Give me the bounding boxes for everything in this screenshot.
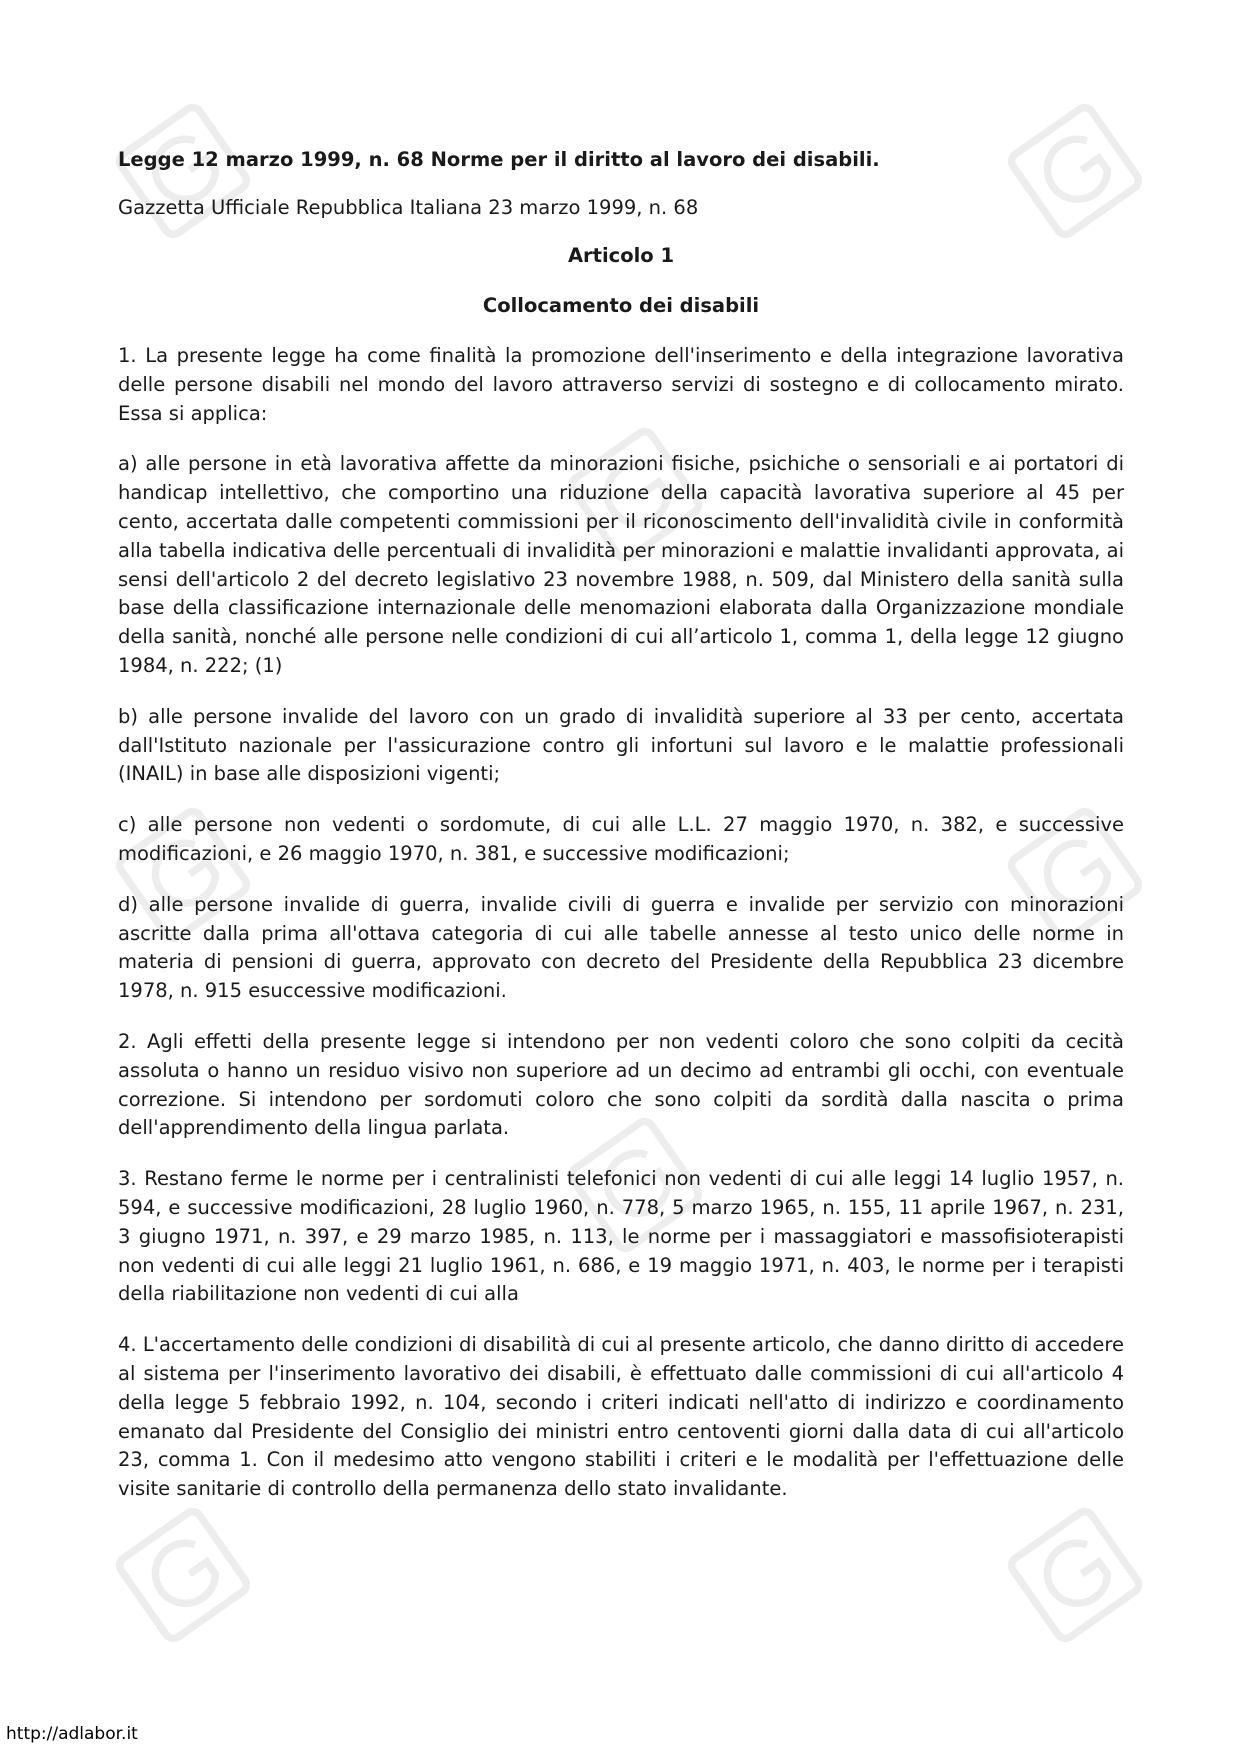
document-title: Legge 12 marzo 1999, n. 68 Norme per il diritto al lavoro dei disabili. [118,148,880,171]
paragraph-1c: c) alle persone non vedenti o sordomute, di cui alle L.L. 27 maggio 1970, n. 382, e successive modificazioni, e 26 maggio 1970, n. 381, e successive modificazioni; [118,813,1124,865]
footer-url-link[interactable]: http://adlabor.it [6,1724,138,1744]
paragraph-3: 3. Restano ferme le norme per i centralinisti telefonici non vedenti di cui alle leggi 14 luglio 1957, n. 594, e successive modificazioni, 28 luglio 1960, n. 778, 5 marzo 1965, n. 155, 11 aprile 1967, n. 231, 3 giugno 1971, n. 397, e 29 marzo 1985, n. 113, le norme per i massaggiatori e massofisioterapisti non vedenti di cui alle leggi 21 luglio 1961, n. 686, e 19 maggio 1971, n. 403, le norme per i terapisti della riabilitazione non vedenti di cui alla [118,1167,1124,1306]
paragraph-2: 2. Agli effetti della presente legge si intendono per non vedenti coloro che sono colpiti da cecità assoluta o hanno un residuo visivo non superiore ad un decimo ad entrambi gli occhi, con eventuale correzione. Si intendono per sordomuti coloro che sono colpiti da sordità dalla nascita o prima dell'apprendimento della lingua parlata. [118,1029,1124,1140]
article-heading: Articolo 1 [567,244,675,267]
gazzetta-reference: Gazzetta Ufficiale Repubblica Italiana 23 marzo 1999, n. 68 [118,196,699,219]
article-subheading: Collocamento dei disabili [482,294,760,317]
paragraph-1b: b) alle persone invalide del lavoro con un grado di invalidità superiore al 33 per cento, accertata dall'Istituto nazionale per l'assicurazione contro gli infortuni sul lavoro e le malattie professionali (INAIL) in base alle disposizioni vigenti; [118,704,1124,786]
document-body [118,146,1124,1526]
paragraph-1: 1. La presente legge ha come finalità la promozione dell'inserimento e della integrazione lavorativa delle persone disabili nel mondo del lavoro attraverso servizi di sostegno e di collocamento mirato. Essa si applica: [118,344,1124,425]
paragraph-1d: d) alle persone invalide di guerra, invalide civili di guerra e invalide per servizio con minorazioni ascritte dalla prima all'ottava categoria di cui alle tabelle annesse al testo unico delle norme in materia di pensioni di guerra, approvato con decreto del Presidente della Repubblica 23 dicembre 1978, n. 915 esuccessive modificazioni. [118,892,1124,1003]
paragraph-1a: a) alle persone in età lavorativa affette da minorazioni fisiche, psichiche o sensoriali e ai portatori di handicap intellettivo, che comportino una riduzione della capacità lavorativa superiore al 45 per cento, accertata dalle competenti commissioni per il riconoscimento dell'invalidità civile in conformità alla tabella indicativa delle percentuali di invalidità per minorazioni e malattie invalidanti approvata, ai sensi dell'articolo 2 del decreto legislativo 23 novembre 1988, n. 509, dal Ministero della sanità sulla base della classificazione internazionale delle menomazioni elaborata dalla Organizzazione mondiale della sanità, nonché alle persone nelle condizioni di cui all’articolo 1, comma 1, della legge 12 giugno 1984, n. 222; (1) [118,452,1124,677]
paragraph-4: 4. L'accertamento delle condizioni di disabilità di cui al presente articolo, che danno diritto di accedere al sistema per l'inserimento lavorativo dei disabili, è effettuato dalle commissioni di cui all'articolo 4 della legge 5 febbraio 1992, n. 104, secondo i criteri indicati nell'atto di indirizzo e coordinamento emanato dal Presidente del Consiglio dei ministri entro centoventi giorni dalla data di cui all'articolo 23, comma 1. Con il medesimo atto vengono stabiliti i criteri e le modalità per l'effettuazione delle visite sanitarie di controllo della permanenza dello stato invalidante. [118,1333,1124,1501]
